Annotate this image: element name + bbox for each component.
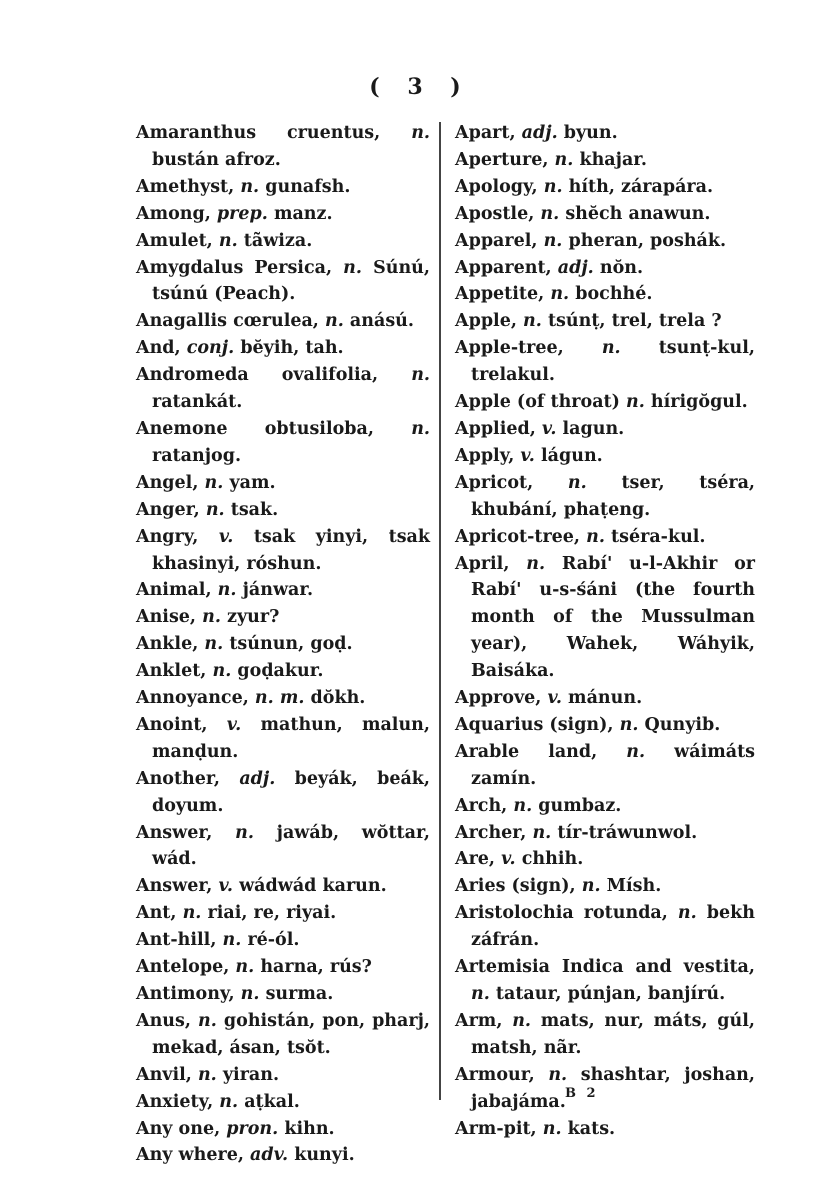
- entry-headword: Aries (sign),: [455, 876, 576, 897]
- dictionary-entry: [455, 416, 755, 443]
- entry-headword: Arable land,: [455, 741, 598, 762]
- dictionary-entry: [455, 255, 755, 282]
- entry-definition: híth, zárapára.: [568, 176, 714, 197]
- dictionary-entry: [136, 335, 430, 362]
- dictionary-entry: [136, 927, 430, 954]
- entry-definition: bĕyih, tah.: [240, 338, 344, 359]
- entry-headword: Anise,: [136, 607, 197, 628]
- dictionary-entry: [136, 228, 430, 255]
- dictionary-entry: [136, 308, 430, 335]
- entry-headword: April,: [455, 553, 510, 574]
- entry-definition: kunyi.: [294, 1145, 355, 1166]
- entry-headword: Apparel,: [455, 230, 538, 251]
- entry-headword: Apology,: [455, 176, 538, 197]
- entry-part-of-speech: n.: [343, 257, 362, 278]
- entry-definition: jawáb, wŏttar, wád.: [152, 822, 431, 870]
- dictionary-entry: [136, 524, 430, 578]
- entry-definition: mats, nur, máts, gúl, matsh, nãr.: [471, 1010, 756, 1058]
- entry-headword: Anger,: [136, 499, 200, 520]
- entry-definition: beyák, beák, doyum.: [152, 768, 431, 816]
- entry-headword: Amethyst,: [136, 176, 235, 197]
- dictionary-entry: [455, 820, 755, 847]
- entry-headword: And,: [136, 338, 181, 359]
- entry-headword: Any where,: [136, 1145, 244, 1166]
- entry-definition: surma.: [265, 984, 334, 1004]
- entry-definition: tsak yinyi, tsak khasinyi, róshun.: [152, 526, 431, 574]
- entry-part-of-speech: n.: [198, 1010, 217, 1031]
- entry-headword: Apricot,: [455, 472, 534, 493]
- entry-definition: manz.: [273, 203, 333, 224]
- entry-part-of-speech: n.: [543, 176, 563, 197]
- entry-headword: Apparent,: [455, 257, 552, 278]
- entry-definition: ratankát.: [152, 392, 243, 413]
- entry-headword: Animal,: [136, 580, 212, 601]
- dictionary-entry: [136, 658, 430, 685]
- entry-part-of-speech: n.: [543, 230, 563, 251]
- dictionary-entry: [136, 981, 430, 1008]
- dictionary-entry: [455, 793, 755, 820]
- dictionary-entry: [455, 228, 755, 255]
- entry-definition: aṭkal.: [244, 1091, 300, 1112]
- entry-definition: gohistán, pon, pharj, mekad, ásan, tsŏt.: [152, 1010, 431, 1058]
- entry-headword: Ant-hill,: [136, 930, 217, 951]
- entry-headword: Antelope,: [136, 957, 230, 978]
- entry-part-of-speech: n.: [411, 418, 431, 439]
- entry-headword: Among,: [136, 203, 211, 224]
- entry-part-of-speech: n.: [202, 607, 221, 628]
- entry-part-of-speech: n.: [581, 876, 601, 897]
- entry-definition: tsúnṭ, trel, trela ?: [547, 311, 722, 332]
- entry-definition: khajar.: [579, 149, 648, 170]
- entry-part-of-speech: v.: [541, 418, 557, 439]
- entry-headword: Applied,: [455, 418, 536, 439]
- entry-part-of-speech: prep.: [216, 203, 268, 224]
- entry-headword: Anklet,: [136, 661, 207, 682]
- entry-definition: dŏkh.: [310, 688, 366, 709]
- entry-headword: Answer,: [136, 876, 213, 897]
- entry-part-of-speech: n.: [626, 392, 645, 413]
- entry-definition: wádwád karun.: [239, 876, 387, 897]
- entry-part-of-speech: conj.: [186, 338, 235, 359]
- dictionary-entry: [136, 766, 430, 820]
- page-number: ( 3 ): [369, 74, 471, 100]
- dictionary-entry: [136, 873, 430, 900]
- entry-headword: Annoyance,: [136, 688, 249, 709]
- entry-headword: Another,: [136, 768, 220, 789]
- entry-headword: Anagallis cœrulea,: [136, 311, 319, 332]
- dictionary-entry: [455, 201, 755, 228]
- entry-definition: hírigŏgul.: [650, 392, 748, 413]
- entry-definition: bekh záfrán.: [471, 903, 755, 951]
- entry-part-of-speech: adj.: [557, 257, 594, 278]
- entry-part-of-speech: n.: [212, 661, 232, 682]
- entry-headword: Anvil,: [136, 1064, 192, 1085]
- dictionary-entry: [136, 820, 430, 874]
- entry-part-of-speech: n.: [411, 365, 431, 386]
- entry-headword: Aperture,: [455, 149, 549, 170]
- dictionary-entry: [136, 1142, 430, 1169]
- entry-part-of-speech: n.: [677, 903, 697, 924]
- entry-definition: tataur, púnjan, banjírú.: [495, 984, 726, 1004]
- entry-definition: gumbaz.: [538, 795, 622, 816]
- entry-headword: Are,: [455, 849, 496, 870]
- entry-part-of-speech: v.: [520, 445, 535, 466]
- entry-definition: Qunyib.: [644, 714, 721, 735]
- entry-headword: Arm-pit,: [455, 1118, 537, 1139]
- entry-headword: Antimony,: [136, 984, 235, 1004]
- entry-part-of-speech: n.: [532, 822, 552, 843]
- entry-definition: kihn.: [284, 1118, 335, 1139]
- dictionary-entry: [455, 873, 755, 900]
- dictionary-entry: [136, 497, 430, 524]
- entry-part-of-speech: n.: [567, 472, 587, 493]
- dictionary-entry: [455, 712, 755, 739]
- entry-definition: shashtar, joshan, jabajáma.: [471, 1064, 755, 1112]
- entry-headword: Apply,: [455, 445, 515, 466]
- entry-headword: Apple (of throat): [455, 392, 620, 413]
- dictionary-entry: [455, 846, 755, 873]
- entry-headword: Amygdalus Persica,: [136, 257, 333, 278]
- dictionary-entry: [136, 604, 430, 631]
- signature-mark: B 2: [565, 1086, 599, 1101]
- entry-definition: Mísh.: [606, 876, 662, 897]
- dictionary-entry: [455, 308, 755, 335]
- left-column: [136, 120, 430, 1169]
- entry-definition: tsúnun, goḍ.: [229, 634, 353, 655]
- entry-headword: Approve,: [455, 688, 542, 709]
- dictionary-entry: [455, 120, 755, 147]
- right-column: [455, 120, 755, 1142]
- dictionary-entry: [455, 900, 755, 954]
- entry-headword: Ant,: [136, 903, 177, 924]
- entry-definition: tír-tráwunwol.: [557, 822, 698, 843]
- entry-headword: Arm,: [455, 1010, 503, 1031]
- entry-definition: wáimáts zamín.: [471, 741, 756, 789]
- entry-part-of-speech: n.: [526, 553, 546, 574]
- entry-headword: Angel,: [136, 472, 199, 493]
- entry-part-of-speech: n.: [513, 795, 533, 816]
- dictionary-entry: [136, 416, 430, 470]
- entry-headword: Apostle,: [455, 203, 535, 224]
- dictionary-entry: [136, 577, 430, 604]
- dictionary-entry: [455, 551, 755, 686]
- entry-headword: Aquarius (sign),: [455, 714, 614, 735]
- dictionary-entry: [455, 524, 755, 551]
- entry-part-of-speech: v.: [218, 876, 234, 897]
- entry-definition: goḍakur.: [237, 661, 324, 682]
- dictionary-entry: [455, 470, 755, 524]
- entry-definition: harna, rús?: [260, 957, 372, 978]
- entry-headword: Answer,: [136, 822, 213, 843]
- entry-headword: Anemone obtusiloba,: [136, 418, 374, 439]
- entry-part-of-speech: n.: [204, 634, 224, 655]
- entry-part-of-speech: v.: [547, 688, 562, 709]
- entry-definition: byun.: [563, 123, 618, 143]
- entry-headword: Armour,: [455, 1064, 535, 1085]
- dictionary-entry: [136, 470, 430, 497]
- entry-part-of-speech: n.: [586, 526, 605, 547]
- entry-definition: jánwar.: [242, 580, 314, 601]
- entry-part-of-speech: n.: [471, 984, 490, 1004]
- entry-definition: Rabí' u-l-Akhir or Rabí' u-s-śáni (the fourth month of the Mussulman year), Wahek, Wáhyik, Baisáka.: [471, 553, 755, 682]
- entry-definition: lagun.: [562, 418, 625, 439]
- entry-definition: tser, tséra, khubání, phaṭeng.: [471, 472, 755, 520]
- entry-headword: Aristolochia rotunda,: [455, 903, 668, 924]
- dictionary-entry: [136, 174, 430, 201]
- entry-definition: tséra-kul.: [611, 526, 706, 547]
- entry-part-of-speech: n.: [240, 176, 260, 197]
- dictionary-entry: [455, 443, 755, 470]
- dictionary-entry: [136, 900, 430, 927]
- entry-headword: Artemisia Indica and vestita,: [455, 957, 755, 978]
- dictionary-entry: [455, 335, 755, 389]
- dictionary-entry: [136, 362, 430, 416]
- entry-definition: mathun, malun, manḍun.: [152, 714, 430, 762]
- entry-part-of-speech: n.: [619, 714, 639, 735]
- entry-definition: shĕch anawun.: [565, 203, 711, 224]
- entry-definition: anású.: [349, 311, 414, 332]
- entry-part-of-speech: pron.: [226, 1118, 279, 1139]
- entry-part-of-speech: n.: [217, 580, 237, 601]
- entry-headword: Apple,: [455, 311, 517, 332]
- entry-part-of-speech: n.: [554, 149, 574, 170]
- entry-headword: Amaranthus cruentus,: [136, 123, 381, 143]
- entry-headword: Apple-tree,: [455, 338, 564, 359]
- dictionary-entry: [455, 1062, 755, 1116]
- entry-part-of-speech: n.: [523, 311, 542, 332]
- entry-headword: Arch,: [455, 795, 508, 816]
- dictionary-entry: [455, 739, 755, 793]
- entry-definition: chhih.: [521, 849, 584, 870]
- entry-definition: zyur?: [227, 607, 280, 628]
- dictionary-entry: [136, 1116, 430, 1143]
- entry-part-of-speech: n.: [218, 230, 238, 251]
- entry-part-of-speech: v.: [501, 849, 516, 870]
- entry-part-of-speech: adv.: [250, 1145, 289, 1166]
- entry-part-of-speech: v.: [226, 714, 242, 735]
- entry-headword: Anus,: [136, 1010, 191, 1031]
- entry-part-of-speech: n.: [601, 338, 621, 359]
- entry-part-of-speech: n.: [240, 984, 260, 1004]
- dictionary-entry: [136, 631, 430, 658]
- entry-headword: Angry,: [136, 526, 199, 547]
- dictionary-entry: [136, 255, 430, 309]
- entry-part-of-speech: adj.: [239, 768, 276, 789]
- entry-definition: nŏn.: [599, 257, 644, 278]
- dictionary-entry: [136, 1062, 430, 1089]
- entry-part-of-speech: n. m.: [254, 688, 305, 709]
- entry-part-of-speech: n.: [205, 499, 225, 520]
- entry-definition: lágun.: [541, 445, 603, 466]
- dictionary-entry: [136, 120, 430, 174]
- entry-headword: Apricot-tree,: [455, 526, 581, 547]
- entry-definition: ratanjog.: [152, 445, 242, 466]
- dictionary-entry: [136, 954, 430, 981]
- entry-part-of-speech: n.: [540, 203, 560, 224]
- dictionary-entry: [455, 1008, 755, 1062]
- entry-part-of-speech: n.: [204, 472, 224, 493]
- dictionary-entry: [455, 147, 755, 174]
- entry-headword: Andromeda ovalifolia,: [136, 365, 379, 386]
- entry-part-of-speech: n.: [182, 903, 202, 924]
- entry-part-of-speech: n.: [542, 1118, 562, 1139]
- entry-definition: bochhé.: [575, 284, 653, 305]
- dictionary-entry: [136, 685, 430, 712]
- entry-part-of-speech: n.: [235, 957, 255, 978]
- dictionary-entry: [455, 174, 755, 201]
- entry-part-of-speech: n.: [411, 123, 431, 143]
- entry-part-of-speech: n.: [197, 1064, 217, 1085]
- entry-part-of-speech: v.: [218, 526, 234, 547]
- entry-headword: Appetite,: [455, 284, 545, 305]
- entry-definition: gunafsh.: [265, 176, 351, 197]
- entry-part-of-speech: n.: [219, 1091, 239, 1112]
- entry-definition: ré-ól.: [247, 930, 300, 951]
- entry-definition: tãwiza.: [243, 230, 313, 251]
- entry-part-of-speech: adj.: [521, 123, 558, 143]
- entry-headword: Apart,: [455, 123, 516, 143]
- dictionary-entry: [455, 281, 755, 308]
- entry-part-of-speech: n.: [222, 930, 242, 951]
- entry-headword: Anoint,: [136, 714, 208, 735]
- dictionary-entry: [136, 1008, 430, 1062]
- dictionary-entry: [455, 389, 755, 416]
- dictionary-entry: [136, 712, 430, 766]
- entry-part-of-speech: n.: [550, 284, 570, 305]
- entry-definition: tsak.: [230, 499, 279, 520]
- dictionary-entry: [455, 954, 755, 1008]
- column-divider: [439, 122, 441, 1100]
- entry-definition: mánun.: [568, 688, 643, 709]
- entry-headword: Amulet,: [136, 230, 213, 251]
- entry-definition: pheran, poshák.: [568, 230, 727, 251]
- entry-definition: yam.: [229, 472, 276, 493]
- dictionary-entry: [455, 1116, 755, 1143]
- entry-definition: Súnú, tsúnú (Peach).: [152, 257, 430, 305]
- dictionary-entry: [136, 1089, 430, 1116]
- entry-definition: kats.: [567, 1118, 616, 1139]
- entry-headword: Anxiety,: [136, 1091, 214, 1112]
- entry-headword: Archer,: [455, 822, 527, 843]
- entry-part-of-speech: n.: [235, 822, 254, 843]
- entry-definition: riai, re, riyai.: [207, 903, 337, 924]
- entry-definition: yiran.: [222, 1064, 280, 1085]
- entry-definition: bustán afroz.: [152, 149, 281, 170]
- entry-headword: Any one,: [136, 1118, 221, 1139]
- dictionary-entry: [136, 201, 430, 228]
- entry-definition: tsunṭ-kul, trelakul.: [471, 338, 756, 386]
- entry-part-of-speech: n.: [548, 1064, 568, 1085]
- entry-part-of-speech: n.: [325, 311, 344, 332]
- entry-headword: Ankle,: [136, 634, 199, 655]
- entry-part-of-speech: n.: [512, 1010, 532, 1031]
- entry-part-of-speech: n.: [626, 741, 646, 762]
- dictionary-entry: [455, 685, 755, 712]
